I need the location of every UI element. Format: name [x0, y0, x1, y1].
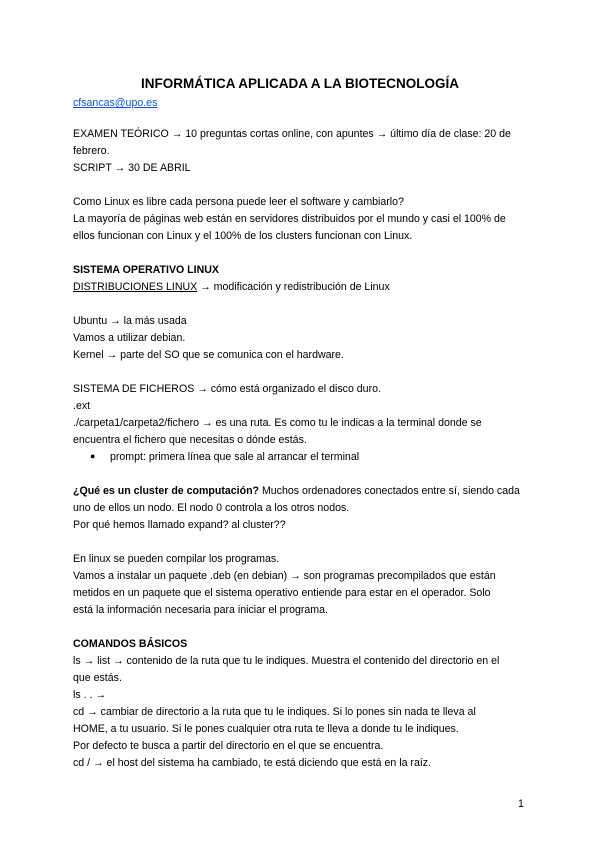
exam-line-1: EXAMEN TEÓRICO → 10 preguntas cortas online, con apuntes → último día de clase: 20 de — [73, 128, 511, 140]
script-line: SCRIPT → 30 DE ABRIL — [73, 162, 191, 174]
ls-line-2: que estás. — [73, 672, 122, 684]
distributions-text: → modificación y redistribución de Linux — [197, 281, 390, 293]
distributions-line — [73, 280, 390, 294]
document-title: INFORMÁTICA APLICADA A LA BIOTECNOLOGÍA — [141, 76, 459, 91]
bullet-dot-icon: ● — [90, 451, 96, 461]
os-heading: SISTEMA OPERATIVO LINUX — [73, 264, 219, 276]
programs-line-1: En linux se pueden compilar los programas. — [73, 553, 280, 565]
email-link[interactable]: cfsancas@upo.es — [73, 97, 158, 109]
ubuntu-line: Ubuntu → la más usada — [73, 315, 187, 327]
ls-line-3: ls . . → — [73, 689, 106, 701]
cd-line-1: cd → cambiar de directorio a la ruta que tu le indiques. Si lo pones sin nada te lleva al — [73, 706, 476, 718]
page-number: 1 — [518, 798, 524, 810]
kernel-line: Kernel → parte del SO que se comunica con el hardware. — [73, 349, 344, 361]
path-line-1: ./carpeta1/carpeta2/fichero → es una ruta. Es como tu le indicas a la terminal donde se — [73, 417, 482, 429]
debian-line: Vamos a utilizar debian. — [73, 332, 186, 344]
exam-line-2: febrero. — [73, 145, 110, 157]
prompt-bullet: prompt: primera línea que sale al arrancar el terminal — [110, 451, 360, 463]
commands-heading: COMANDOS BÁSICOS — [73, 638, 188, 650]
cd-line-4: cd / → el host del sistema ha cambiado, te está diciendo que está en la raíz. — [73, 757, 432, 769]
cd-line-3: Por defecto te busca a partir del directorio en el que se encuentra. — [73, 740, 384, 752]
programs-line-2: Vamos a instalar un paquete .deb (en debian) → son programas precompilados que están — [73, 570, 496, 582]
ls-line-1: ls → list → contenido de la ruta que tu le indiques. Muestra el contenido del directorio en el — [73, 655, 500, 667]
intro-line-2: La mayoría de páginas web están en servidores distribuidos por el mundo y casi el 100% de — [73, 213, 506, 225]
ext-line: .ext — [73, 400, 91, 412]
filesystem-line: SISTEMA DE FICHEROS → cómo está organizado el disco duro. — [73, 383, 381, 395]
programs-line-4: está la información necesaria para iniciar el programa. — [73, 604, 328, 616]
cluster-answer: Muchos ordenadores conectados entre sí, siendo cada — [259, 485, 520, 497]
cd-line-2: HOME, a tu usuario. Si le pones cualquier otra ruta te lleva a donde tu le indiques. — [73, 723, 459, 735]
path-line-2: encuentra el fichero que necesitas o dónde estás. — [73, 434, 307, 446]
cluster-line-3: Por qué hemos llamado expand? al cluster?? — [73, 519, 286, 531]
cluster-line-2: uno de ellos un nodo. El nodo 0 controla a los otros nodos. — [73, 502, 350, 514]
programs-line-3: metidos en un paquete que el sistema operativo entiende para estar en el operador. Solo — [73, 587, 491, 599]
cluster-line-1 — [73, 484, 520, 498]
intro-line-1: Como Linux es libre cada persona puede leer el software y cambiarlo? — [73, 196, 404, 208]
cluster-question: ¿Qué es un cluster de computación? — [73, 485, 260, 497]
intro-line-3: ellos funcionan con Linux y el 100% de los clusters funcionan con Linux. — [73, 230, 413, 242]
distributions-label: DISTRIBUCIONES LINUX — [73, 281, 198, 293]
